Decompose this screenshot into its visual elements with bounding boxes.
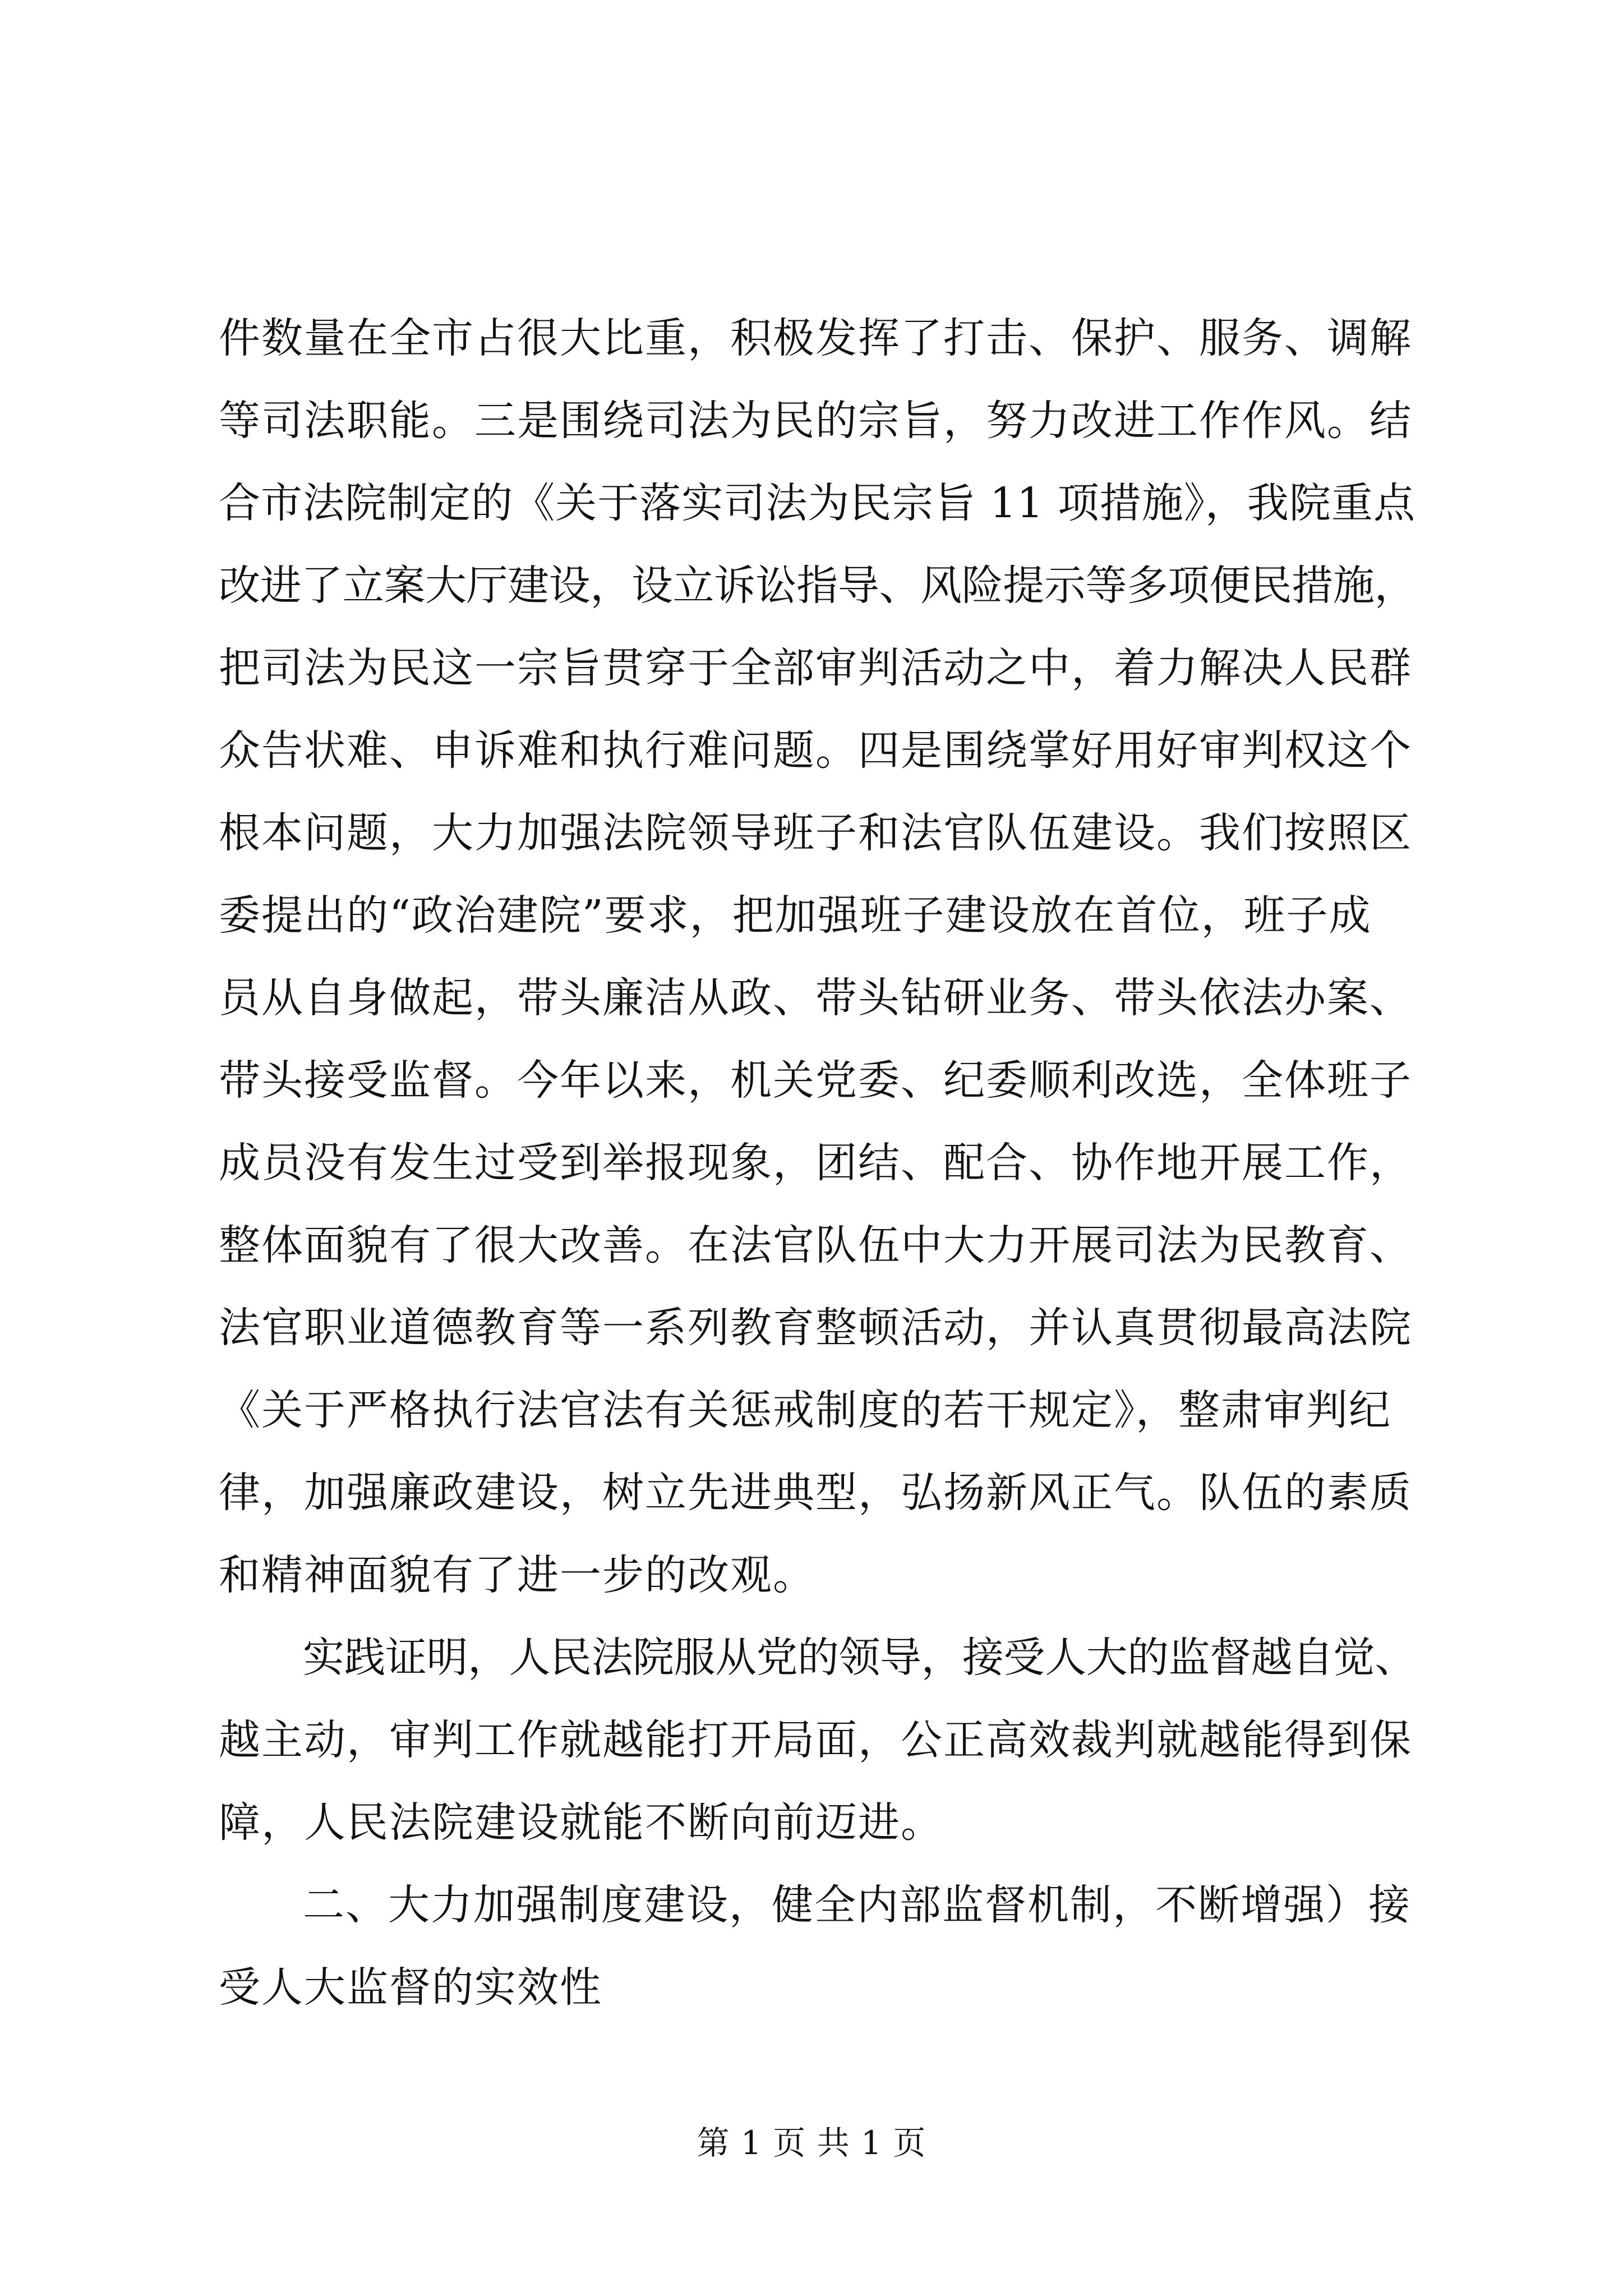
- text-line: 障，人民法院建设就能不断向前迈进。: [219, 1798, 943, 1847]
- document-body: [219, 297, 1419, 2029]
- text-line: 员从自身做起，带头廉洁从政、带头钻研业务、带头依法办案、: [219, 974, 1412, 1022]
- text-line: 改进了立案大厅建设，设立诉讼指导、风险提示等多项便民措施，: [219, 562, 1416, 610]
- text-line: 成员没有发生过受到举报现象，团结、配合、协作地开展工作，: [219, 1139, 1412, 1187]
- text-line: 越主动，审判工作就越能打开局面，公正高效裁判就越能得到保: [219, 1716, 1412, 1764]
- paragraph-p1: [219, 297, 1419, 1617]
- text-line: 件数量在全市占很大比重，积极发挥了打击、保护、服务、调解: [219, 314, 1412, 362]
- text-line: 受人大监督的实效性: [219, 1963, 602, 2012]
- text-line: 众告状难、申诉难和执行难问题。四是围绕掌好用好审判权这个: [219, 726, 1412, 775]
- text-line: 法官职业道德教育等一系列教育整顿活动，并认真贯彻最高法院: [219, 1304, 1412, 1352]
- text-line: 二、大力加强制度建设，健全内部监督机制，不断增强）接: [303, 1881, 1411, 1929]
- text-line: 实践证明，人民法院服从党的领导，接受人大的监督越自觉、: [303, 1634, 1416, 1682]
- paragraph-p2: [219, 1617, 1419, 1864]
- paragraph-p3: [219, 1864, 1419, 2029]
- page-footer: 第 1 页 共 1 页: [697, 2124, 926, 2162]
- text-line: 把司法为民这一宗旨贯穿于全部审判活动之中，着力解决人民群: [219, 644, 1412, 692]
- text-line: 《关于严格执行法官法有关惩戒制度的若干规定》，整肃审判纪: [219, 1386, 1391, 1434]
- text-line: 委提出的“政治建院”要求，把加强班子建设放在首位，班子成: [219, 891, 1372, 940]
- text-line: 等司法职能。三是围绕司法为民的宗旨，努力改进工作作风。结: [219, 397, 1412, 445]
- text-line: 律，加强廉政建设，树立先进典型，弘扬新风正气。队伍的素质: [219, 1469, 1412, 1517]
- text-line: 整体面貌有了很大改善。在法官队伍中大力开展司法为民教育、: [219, 1221, 1412, 1269]
- text-line: 和精神面貌有了进一步的改观。: [219, 1551, 815, 1599]
- text-line: 根本问题，大力加强法院领导班子和法官队伍建设。我们按照区: [219, 809, 1412, 857]
- text-line: 合市法院制定的《关于落实司法为民宗旨 11 项措施》，我院重点: [219, 479, 1416, 527]
- text-line: 带头接受监督。今年以来，机关党委、纪委顺利改选，全体班子: [219, 1056, 1412, 1105]
